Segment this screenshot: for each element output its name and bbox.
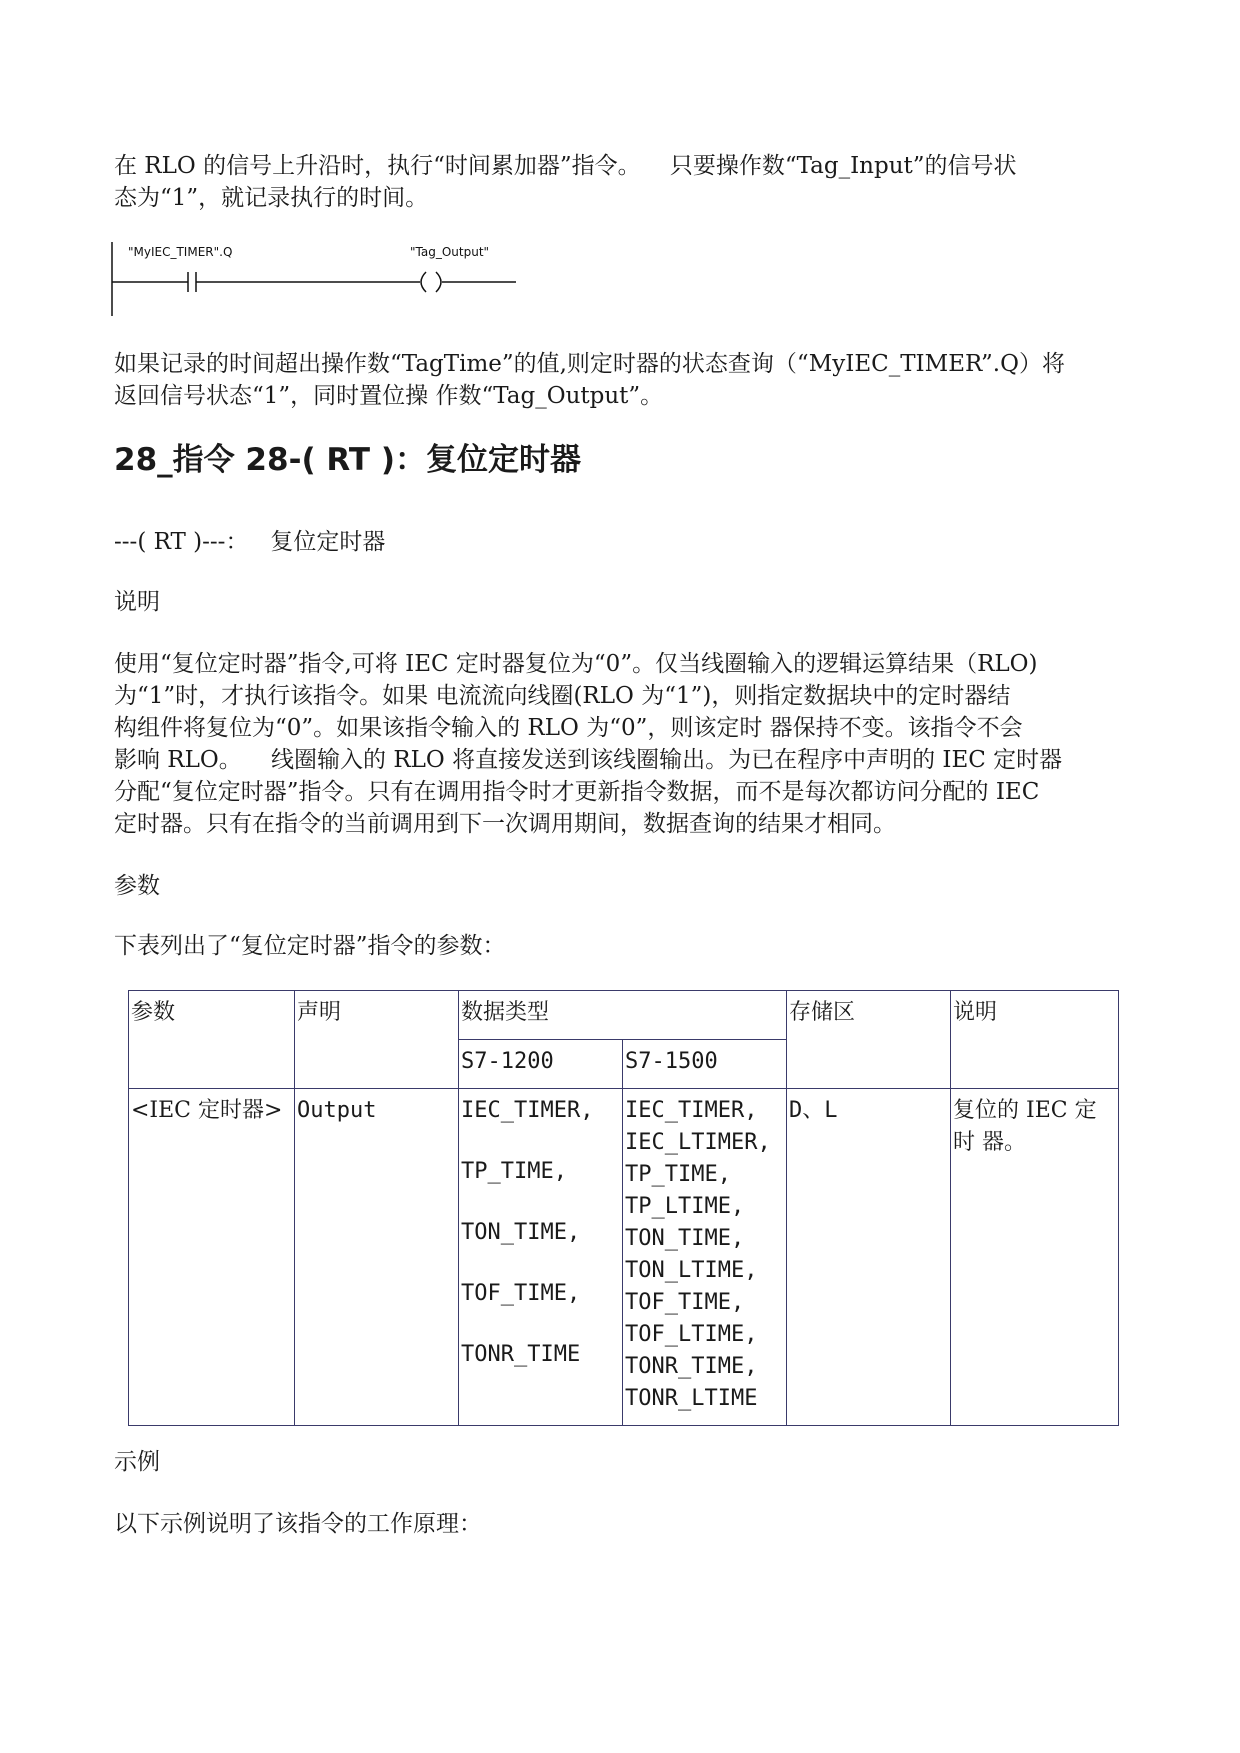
example-intro: 以下示例说明了该指令的工作原理： xyxy=(114,1511,482,1537)
description-line: 为“1”时，才执行该指令。如果 电流流向线圈(RLO 为“1”)，则指定数据块中的定时器结 xyxy=(114,683,1011,709)
type-item: TONR_LTIME xyxy=(625,1386,758,1411)
cell-param: <IEC 定时器> xyxy=(129,1089,295,1426)
contact-label: "MyIEC_TIMER".Q xyxy=(128,245,233,259)
description-heading: 说明 xyxy=(114,589,160,615)
table-header-row xyxy=(129,991,1119,1040)
example-heading: 示例 xyxy=(114,1449,160,1475)
parameters-intro: 下表列出了“复位定时器”指令的参数： xyxy=(114,933,506,959)
type-item: TON_TIME, xyxy=(461,1220,581,1245)
ladder-diagram xyxy=(108,238,528,318)
description-line: 构组件将复位为“0”。如果该指令输入的 RLO 为“0”，则该定时 器保持不变。该指令不会 xyxy=(114,715,1023,741)
type-item: TON_TIME, xyxy=(625,1226,745,1251)
header-declaration: 声明 xyxy=(295,991,459,1089)
type-item: IEC_TIMER, xyxy=(625,1098,758,1123)
cell-types-s7-1200 xyxy=(459,1089,623,1426)
description-line: 定时器。只有在指令的当前调用到下一次调用期间，数据查询的结果才相同。 xyxy=(114,811,896,837)
type-item: TONR_TIME, xyxy=(625,1354,758,1379)
header-description: 说明 xyxy=(951,991,1119,1089)
cell-memory-area: D、L xyxy=(787,1089,951,1426)
cell-description xyxy=(951,1089,1119,1426)
type-item: TP_LTIME, xyxy=(625,1194,745,1219)
coil-left-arc xyxy=(421,272,426,292)
parameters-table xyxy=(128,990,1119,1426)
description-text: 复位的 IEC 定 xyxy=(953,1098,1097,1123)
intro-line-2: 态为“1”，就记录执行的时间。 xyxy=(114,185,429,211)
section-title: 28_指令 28-( RT )：复位定时器 xyxy=(114,442,581,478)
type-item: TOF_TIME, xyxy=(461,1281,581,1306)
parameters-heading: 参数 xyxy=(114,873,160,899)
type-item: IEC_TIMER, xyxy=(461,1098,594,1123)
header-memory-area: 存储区 xyxy=(787,991,951,1089)
type-item: TP_TIME, xyxy=(625,1162,731,1187)
description-line: 分配“复位定时器”指令。只有在调用指令时才更新指令数据，而不是每次都访问分配的 IEC xyxy=(114,779,1040,805)
cell-types-s7-1500 xyxy=(623,1089,787,1426)
type-item: IEC_LTIMER, xyxy=(625,1130,771,1155)
description-line: 使用“复位定时器”指令,可将 IEC 定时器复位为“0”。仅当线圈输入的逻辑运算结果（RLO) xyxy=(114,651,1038,677)
type-item: TOF_TIME, xyxy=(625,1290,745,1315)
coil-right-arc xyxy=(436,272,441,292)
timer-line-2: 返回信号状态“1”，同时置位操 作数“Tag_Output”。 xyxy=(114,383,664,409)
type-item: TP_TIME, xyxy=(461,1159,567,1184)
type-item: TOF_LTIME, xyxy=(625,1322,758,1347)
type-item: TON_LTIME, xyxy=(625,1258,758,1283)
description-text: 时 器。 xyxy=(953,1130,1027,1155)
header-datatype: 数据类型 xyxy=(459,991,787,1040)
type-item: TONR_TIME xyxy=(461,1342,581,1367)
header-param: 参数 xyxy=(129,991,295,1089)
table-row xyxy=(129,1089,1119,1426)
cell-declaration: Output xyxy=(295,1089,459,1426)
header-s7-1500: S7-1500 xyxy=(623,1040,787,1089)
header-s7-1200: S7-1200 xyxy=(459,1040,623,1089)
timer-line-1: 如果记录的时间超出操作数“TagTime”的值,则定时器的状态查询（“MyIEC_TIMER”.Q）将 xyxy=(114,351,1065,377)
coil-label: "Tag_Output" xyxy=(410,245,490,259)
syntax-line: ---( RT )---： 复位定时器 xyxy=(114,529,386,555)
description-line: 影响 RLO。 线圈输入的 RLO 将直接发送到该线圈输出。为已在程序中声明的 IEC 定时器 xyxy=(114,747,1063,773)
intro-line-1: 在 RLO 的信号上升沿时，执行“时间累加器”指令。 只要操作数“Tag_Input”的信号状 xyxy=(114,153,1017,179)
